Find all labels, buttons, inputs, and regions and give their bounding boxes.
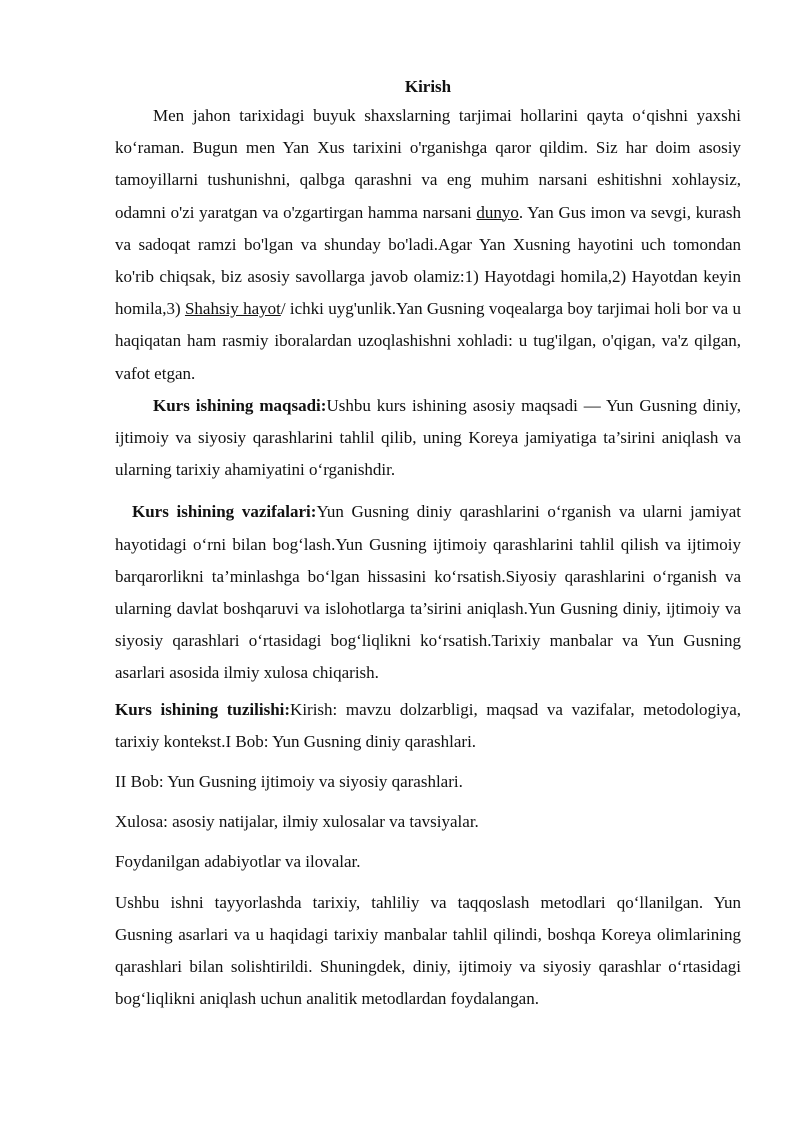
- intro-text-2: . Yan Gus imon va sevgi, kurash va sadoqat ramzi bo'lgan va shunday bo'ladi.Agar Yan Xusning hayotini uch tomondan ko'rib chiqsak, biz asosiy savollarga javob olamiz:1) Hayotdagi homila,2) Hayotdan keyin homila,3): [115, 202, 741, 319]
- tasks-label: Kurs ishining vazifalari:: [132, 502, 317, 522]
- structure-paragraph: [115, 694, 741, 758]
- page-title: Kirish: [404, 77, 452, 96]
- conclusion-line: Xulosa: asosiy natijalar, ilmiy xulosalar va tavsiyalar.: [115, 812, 479, 832]
- methods-paragraph: Ushbu ishni tayyorlashda tarixiy, tahliliy va taqqoslash metodlari qo‘llanilgan. Yun Gusning asarlari va u haqidagi tarixiy manbalar tahlil qilindi, boshqa Koreya olimlarining qarashlari bilan solishtirildi. Shuningdek, diniy, ijtimoiy va siyosiy qarashlar o‘rtasidagi bog‘liqlikni aniqlash uchun analitik metodlardan foydalangan.: [115, 892, 741, 1009]
- document-page: [115, 74, 741, 1015]
- link-dunyo[interactable]: dunyo: [476, 202, 519, 222]
- references-line: Foydanilgan adabiyotlar va ilovalar.: [115, 852, 361, 872]
- intro-text-1: Men jahon tarixidagi buyuk shaxslarning tarjimai hollarini qayta o‘qishni yaxshi ko‘raman. Bugun men Yan Xus tarixini o'rganishga qaror qildim. Siz har doim asosiy tamoyillarni tushunishni, qalbga qarashni va eng muhim narsani eshitishni xohlaysiz, odamni o'zi yaratgan va o'zgartirgan hamma narsani: [115, 106, 741, 222]
- chapter-2-line: II Bob: Yun Gusning ijtimoiy va siyosiy qarashlari.: [115, 772, 463, 792]
- tasks-text: Yun Gusning diniy qarashlarini o‘rganish va ularni jamiyat hayotidagi o‘rni bilan bog‘lash.Yun Gusning ijtimoiy qarashlarini tahlil qilish va ijtimoiy barqarorlikni ta’minlashga bo‘lgan hissasini ko‘rsatish.Siyosiy qarashlarini o‘rganish va ularning davlat boshqaruvi va islohotlarga ta’sirini aniqlash.Yun Gusning diniy, ijtimoiy va siyosiy qarashlari o‘rtasidagi bog‘liqlikni ko‘rsatish.Tarixiy manbalar va Yun Gusning asarlari asosida ilmiy xulosa chiqarish.: [115, 502, 741, 683]
- link-shahsiy-hayot[interactable]: Shahsiy hayot: [184, 299, 281, 319]
- intro-paragraph: [115, 100, 741, 390]
- intro-text-3: / ichki uyg'unlik.Yan Gusning voqealarga boy tarjimai holi bor va u haqiqatan ham rasmiy iboralardan uzoqlashishni xohladi: u tug'ilgan, o'qigan, va'z qilgan, vafot etgan.: [115, 299, 741, 383]
- goal-paragraph: [115, 390, 741, 487]
- structure-label: Kurs ishining tuzilishi:: [115, 699, 291, 719]
- structure-text: Kirish: mavzu dolzarbligi, maqsad va vazifalar, metodologiya, tarixiy kontekst.I Bob: Yun Gusning diniy qarashlari.: [115, 699, 741, 751]
- goal-text: Ushbu kurs ishining asosiy maqsadi — Yun Gusning diniy, ijtimoiy va siyosiy qarashlarini tahlil qilib, uning Koreya jamiyatiga ta’sirini aniqlash va ularning tarixiy ahamiyatini o‘rganishdir.: [115, 395, 742, 480]
- goal-label: Kurs ishining maqsadi:: [153, 395, 327, 415]
- tasks-paragraph: [115, 496, 741, 689]
